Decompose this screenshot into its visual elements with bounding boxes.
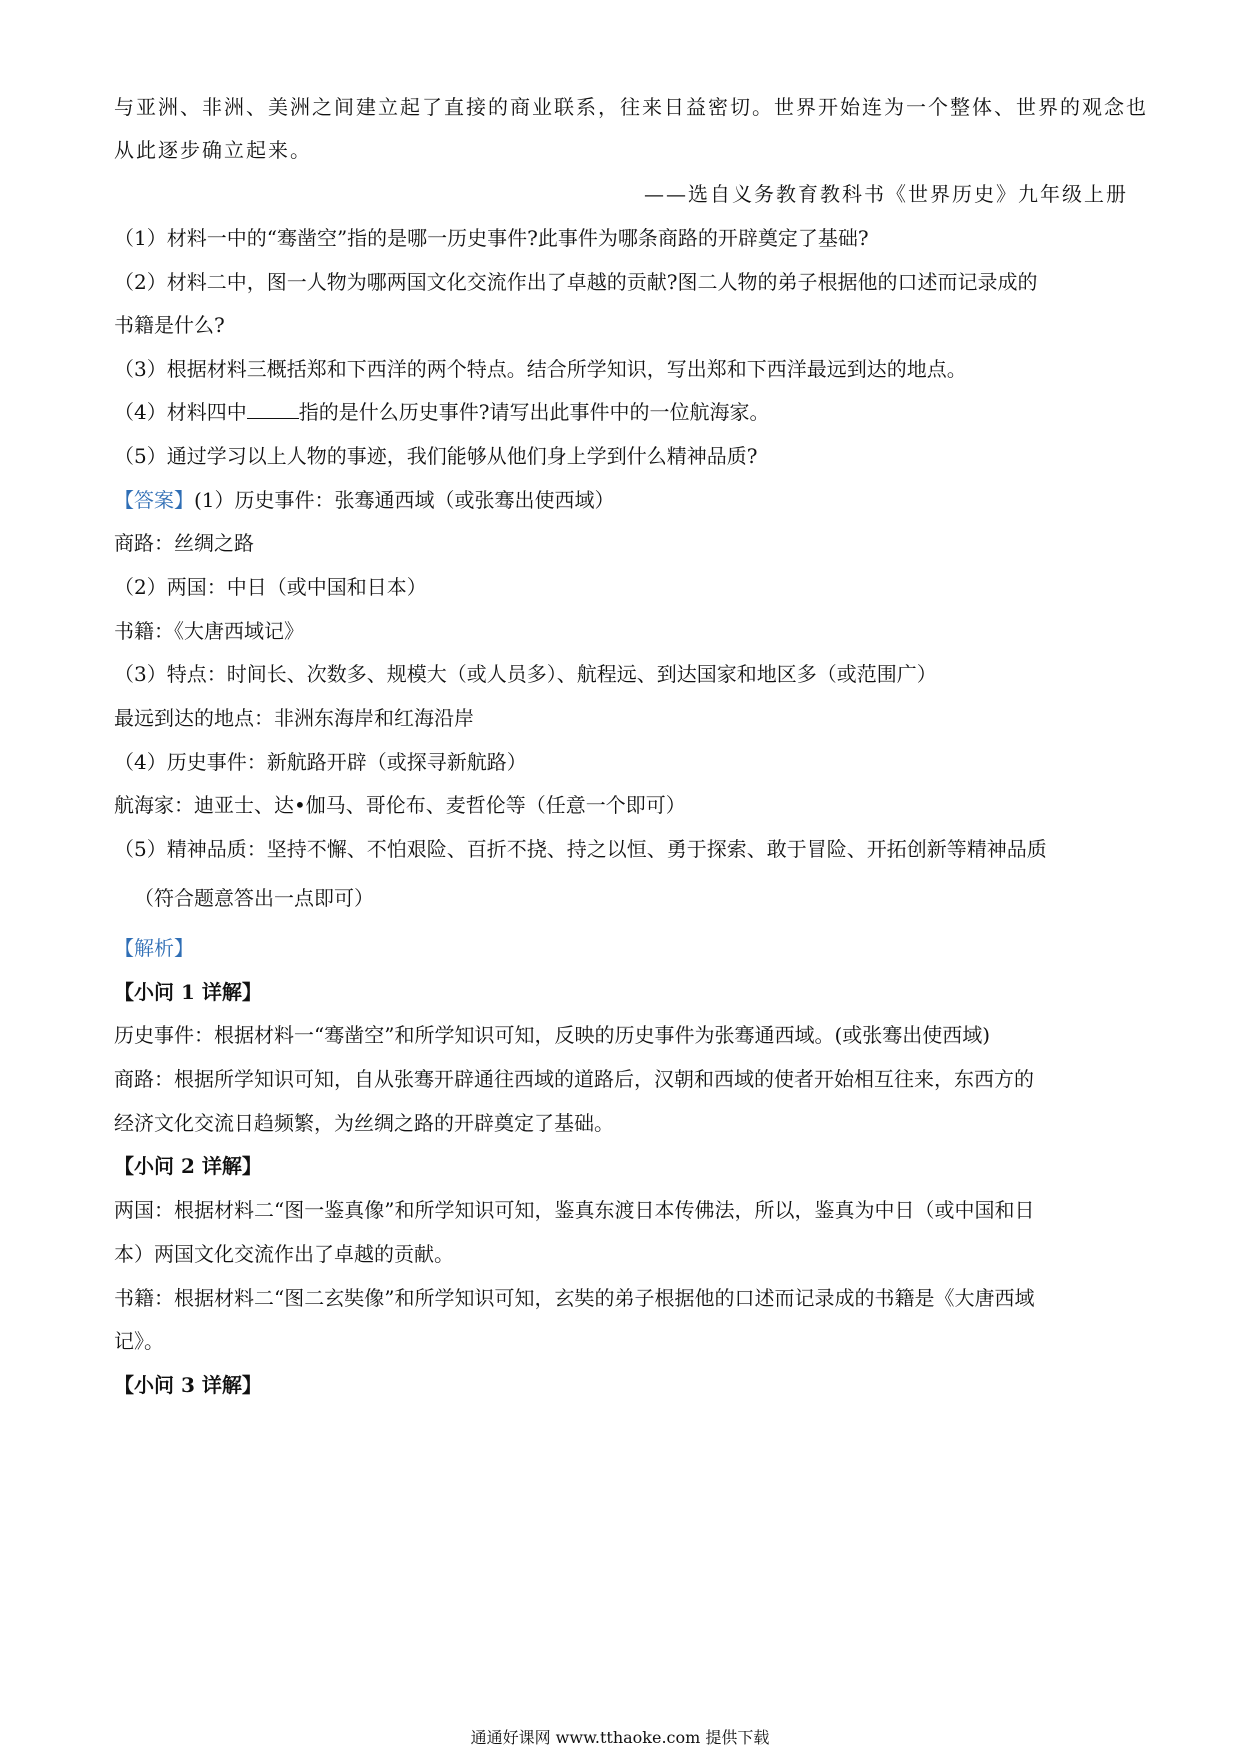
analysis-1c: 经济文化交流日趋频繁，为丝绸之路的开辟奠定了基础。 (114, 1111, 614, 1135)
answer-2b: 书籍：《大唐西域记》 (114, 619, 304, 643)
answer-4: （4）历史事件：新航路开辟（或探寻新航路） (114, 750, 527, 774)
answer-1b: 商路：丝绸之路 (114, 531, 254, 555)
answer-2: （2）两国：中日（或中国和日本） (114, 575, 427, 599)
analysis-1a: 历史事件：根据材料一“骞凿空”和所学知识可知，反映的历史事件为张骞通西域。(或张骞出使西域) (114, 1023, 991, 1047)
question-4-suffix: 指的是什么历史事件?请写出此事件中的一位航海家。 (298, 400, 770, 424)
answer-3: （3）特点：时间长、次数多、规模大（或人员多）、航程远、到达国家和地区多（或范围广） (114, 662, 937, 686)
answer-3b: 最远到达的地点：非洲东海岸和红海沿岸 (114, 706, 474, 730)
material-source: ——选自义务教育教科书《世界历史》九年级上册 (644, 182, 1128, 206)
answer-5b: （符合题意答出一点即可） (134, 886, 374, 910)
answer-label: 【答案】 (114, 488, 194, 512)
material-line-1: 与亚洲、非洲、美洲之间建立起了直接的商业联系，往来日益密切。世界开始连为一个整体、世界的观念也 (114, 95, 1148, 119)
question-1: （1）材料一中的“骞凿空”指的是哪一历史事件?此事件为哪条商路的开辟奠定了基础? (114, 226, 869, 250)
analysis-label: 【解析】 (114, 936, 194, 960)
analysis-2b: 本）两国文化交流作出了卓越的贡献。 (114, 1242, 454, 1266)
question-4-prefix: （4）材料四中 (114, 400, 247, 424)
question-4 (114, 398, 1128, 426)
analysis-1b: 商路：根据所学知识可知，自从张骞开辟通往西域的道路后，汉朝和西域的使者开始相互往来，东西方的 (114, 1067, 1034, 1091)
analysis-heading-1: 【小问 1 详解】 (114, 980, 262, 1004)
answer-1-text: (1）历史事件：张骞通西域（或张骞出使西域） (194, 488, 615, 512)
analysis-2a: 两国：根据材料二“图一鉴真像”和所学知识可知，鉴真东渡日本传佛法，所以，鉴真为中日（或中国和日 (114, 1198, 1035, 1222)
question-3: （3）根据材料三概括郑和下西洋的两个特点。结合所学知识，写出郑和下西洋最远到达的地点。 (114, 357, 967, 381)
analysis-2d: 记》。 (114, 1329, 164, 1353)
analysis-heading-2: 【小问 2 详解】 (114, 1154, 262, 1178)
analysis-2c: 书籍：根据材料二“图二玄奘像”和所学知识可知，玄奘的弟子根据他的口述而记录成的书籍是《大唐西域 (114, 1286, 1035, 1310)
answer-blank (247, 400, 299, 419)
analysis-heading-3: 【小问 3 详解】 (114, 1373, 262, 1397)
material-line-2: 从此逐步确立起来。 (114, 138, 312, 162)
answer-4b: 航海家：迪亚士、达•伽马、哥伦布、麦哲伦等（任意一个即可） (114, 793, 686, 817)
question-2-line-1: （2）材料二中，图一人物为哪两国文化交流作出了卓越的贡献?图二人物的弟子根据他的口述而记录成的 (114, 270, 1038, 294)
answer-5: （5）精神品质：坚持不懈、不怕艰险、百折不挠、持之以恒、勇于探索、敢于冒险、开拓创新等精神品质 (114, 837, 1047, 861)
question-2-line-2: 书籍是什么? (114, 313, 225, 337)
answer-1 (114, 486, 1128, 514)
page-footer: 通通好课网 www.tthaoke.com 提供下载 (470, 1728, 770, 1747)
question-5: （5）通过学习以上人物的事迹，我们能够从他们身上学到什么精神品质? (114, 444, 758, 468)
